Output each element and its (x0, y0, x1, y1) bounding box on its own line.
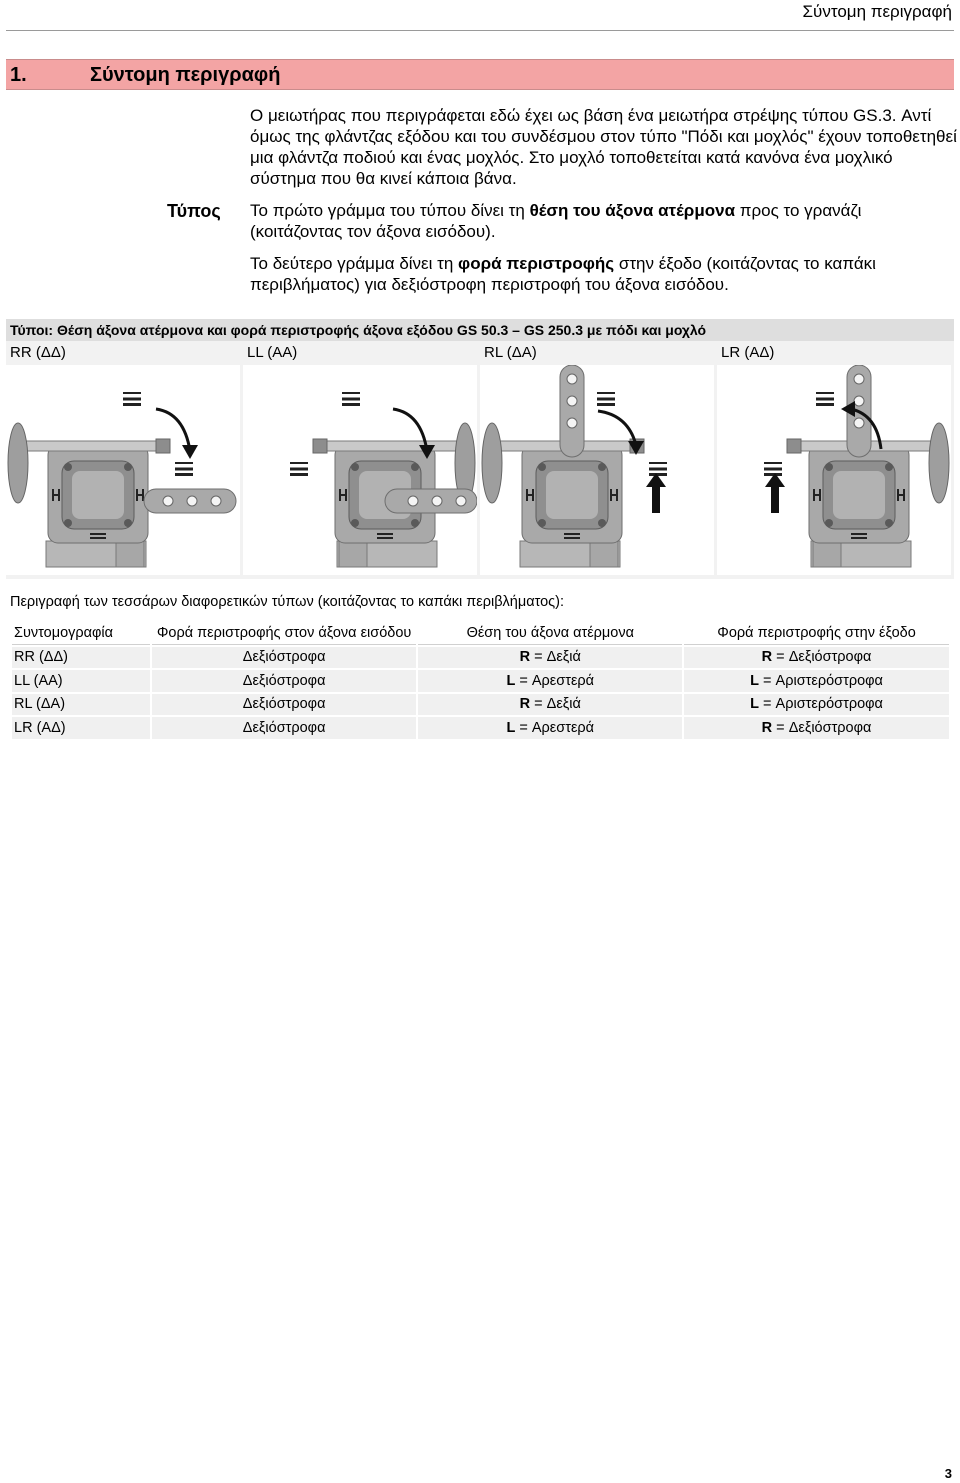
p3-bold-term: φορά περιστροφής (458, 254, 615, 273)
handwheel (8, 423, 28, 503)
table-header: Θέση του άξονα ατέρμονα (418, 623, 682, 645)
cover-bolt (124, 519, 132, 527)
side-label-type: Τύπος (167, 201, 221, 221)
position-value: Αρεστερά (531, 672, 595, 689)
worm-position-symbol (290, 462, 308, 476)
figure-caption: Τύποι: Θέση άξονα ατέρμονα και φορά περιστροφής άξονα εξόδου GS 50.3 – GS 250.3 με πόδι και μοχλό (6, 319, 954, 341)
variant-ll (243, 341, 477, 577)
lever-hole (187, 496, 197, 506)
cell-code: LL (AA) (12, 670, 150, 692)
cell-input: Δεξιόστροφα (152, 670, 417, 692)
intro-paragraph-1: Ο μειωτήρας που περιγράφεται εδώ έχει ως βάση ένα μειωτήρα στρέψης τύπου GS.3. Αντί όμως της φλάντζας εξόδου και του συνδέσμου στον τύπο "Πόδι και μοχλός" έχουν τοποθετηθεί μια φλάντζα ποδιού και ένας μοχλός. Στο μοχλό τοποθετείται κατά κανόνα ένα μοχλικό σύστημα που θα κινεί κάποια βάνα. (250, 106, 957, 188)
intro-text (250, 105, 958, 306)
table-header: Συντομογραφία (12, 623, 150, 645)
cover-bolt (885, 463, 893, 471)
gearbox-drawing (6, 365, 240, 575)
cell-output: L = Αριστερόστροφα (684, 670, 949, 692)
variant-label: LR (AΔ) (721, 344, 775, 361)
shaft-end (313, 439, 327, 453)
lever-hole (408, 496, 418, 506)
cover-bolt (351, 463, 359, 471)
output-key: R (761, 719, 773, 736)
cover-recess (546, 471, 598, 519)
cell-code: RL (ΔA) (12, 694, 150, 716)
input-shaft (16, 441, 166, 451)
output-key: L (750, 696, 760, 713)
section-heading (6, 59, 954, 90)
cell-position: L = Αρεστερά (418, 670, 682, 692)
cover-bolt (411, 463, 419, 471)
cell-output: R = Δεξιόστροφα (684, 647, 949, 669)
table-header: Φορά περιστροφής στον άξονα εισόδου (152, 623, 417, 645)
position-value: Δεξιά (546, 696, 581, 713)
cover-bolt (538, 463, 546, 471)
lever-hole (567, 418, 577, 428)
worm-position-symbol (764, 462, 782, 476)
p2-text-a: Το πρώτο γράμμα του τύπου δίνει τη (250, 201, 530, 220)
variant-rl (480, 341, 714, 577)
header-rule (6, 30, 954, 31)
section-number: 1. (10, 64, 27, 86)
output-value: Αριστερόστροφα (775, 696, 883, 713)
cover-bolt (825, 463, 833, 471)
table-row (12, 670, 949, 692)
lever-hole (163, 496, 173, 506)
worm-position-symbol (175, 462, 193, 476)
cover-bolt (598, 519, 606, 527)
running-header: Σύντομη περιγραφή (802, 2, 952, 21)
input-rotation-arrow (646, 473, 666, 513)
gearbox-drawing (480, 365, 714, 575)
variant-label: RR (ΔΔ) (10, 344, 66, 361)
lever-hole (854, 418, 864, 428)
position-value: Δεξιά (546, 649, 581, 666)
cell-position: L = Αρεστερά (418, 717, 682, 739)
cover-bolt (64, 519, 72, 527)
cover-bolt (351, 519, 359, 527)
variant-rr (6, 341, 240, 577)
types-table (10, 621, 951, 741)
cell-output: R = Δεξιόστροφα (684, 717, 949, 739)
lever-hole (211, 496, 221, 506)
cover-bolt (598, 463, 606, 471)
cell-input: Δεξιόστροφα (152, 694, 417, 716)
shaft-end (156, 439, 170, 453)
worm-position-symbol (649, 462, 667, 476)
table-row (12, 694, 949, 716)
p2-text-b: προς το γρανάζι (κοιτάζοντας τον άξονα εισόδου). (250, 201, 862, 241)
cover-recess (833, 471, 885, 519)
position-value: Αρεστερά (531, 719, 595, 736)
cell-position: R = Δεξιά (418, 694, 682, 716)
gearbox-illustration (243, 365, 477, 575)
p3-text-a: Το δεύτερο γράμμα δίνει τη (250, 254, 459, 273)
cover-bolt (885, 519, 893, 527)
output-key: L (750, 672, 760, 689)
worm-position-symbol (123, 392, 141, 406)
gearbox-illustration (6, 365, 240, 575)
intro-paragraph-2 (250, 200, 958, 242)
cover-bolt (64, 463, 72, 471)
variant-label: RL (ΔA) (484, 344, 537, 361)
table-header: Φορά περιστροφής στην έξοδο (684, 623, 949, 645)
variant-lr (717, 341, 951, 577)
gearbox-drawing (717, 365, 951, 575)
cover-bolt (538, 519, 546, 527)
input-rotation-arrow (765, 473, 785, 513)
output-value: Δεξιόστροφα (788, 719, 872, 736)
cell-output: L = Αριστερόστροφα (684, 694, 949, 716)
p2-bold-term: θέση του άξονα ατέρμονα (529, 201, 736, 220)
arrow-head (182, 445, 198, 459)
gearbox-illustration (480, 365, 714, 575)
position-key: L (506, 719, 516, 736)
cell-code: LR (AΔ) (12, 717, 150, 739)
cell-input: Δεξιόστροφα (152, 717, 417, 739)
table-row (12, 647, 949, 669)
lever-hole (567, 374, 577, 384)
section-title: Σύντομη περιγραφή (90, 64, 281, 86)
lever-hole (432, 496, 442, 506)
lever-hole (854, 374, 864, 384)
output-value: Αριστερόστροφα (775, 672, 883, 689)
gearbox-drawing (243, 365, 477, 575)
cover-recess (72, 471, 124, 519)
output-key: R (761, 649, 773, 666)
cell-code: RR (ΔΔ) (12, 647, 150, 669)
input-shaft (317, 441, 467, 451)
cell-position: R = Δεξιά (418, 647, 682, 669)
variant-label: LL (AA) (247, 344, 298, 361)
shaft-end (787, 439, 801, 453)
table-header-row (12, 623, 949, 645)
page-number: 3 (944, 1466, 952, 1481)
cell-input: Δεξιόστροφα (152, 647, 417, 669)
position-key: R (519, 696, 531, 713)
table-row (12, 717, 949, 739)
cover-bolt (411, 519, 419, 527)
cover-bolt (825, 519, 833, 527)
handwheel (482, 423, 502, 503)
variants-figure (6, 319, 954, 579)
lever-hole (567, 396, 577, 406)
p3-text-b: στην έξοδο (κοιτάζοντας το καπάκι περιβλήματος) για δεξιόστροφη περιστροφή του άξονα εισόδου. (250, 254, 876, 294)
lever-hole (456, 496, 466, 506)
lever-hole (854, 396, 864, 406)
worm-position-symbol (597, 392, 615, 406)
worm-position-symbol (816, 392, 834, 406)
types-description: Περιγραφή των τεσσάρων διαφορετικών τύπων (κοιτάζοντας το καπάκι περιβλήματος): (10, 594, 565, 610)
position-key: L (506, 672, 516, 689)
intro-paragraph-3 (250, 253, 958, 295)
handwheel (929, 423, 949, 503)
position-key: R (519, 649, 531, 666)
output-value: Δεξιόστροφα (788, 649, 872, 666)
cover-bolt (124, 463, 132, 471)
gearbox-illustration (717, 365, 951, 575)
worm-position-symbol (342, 392, 360, 406)
